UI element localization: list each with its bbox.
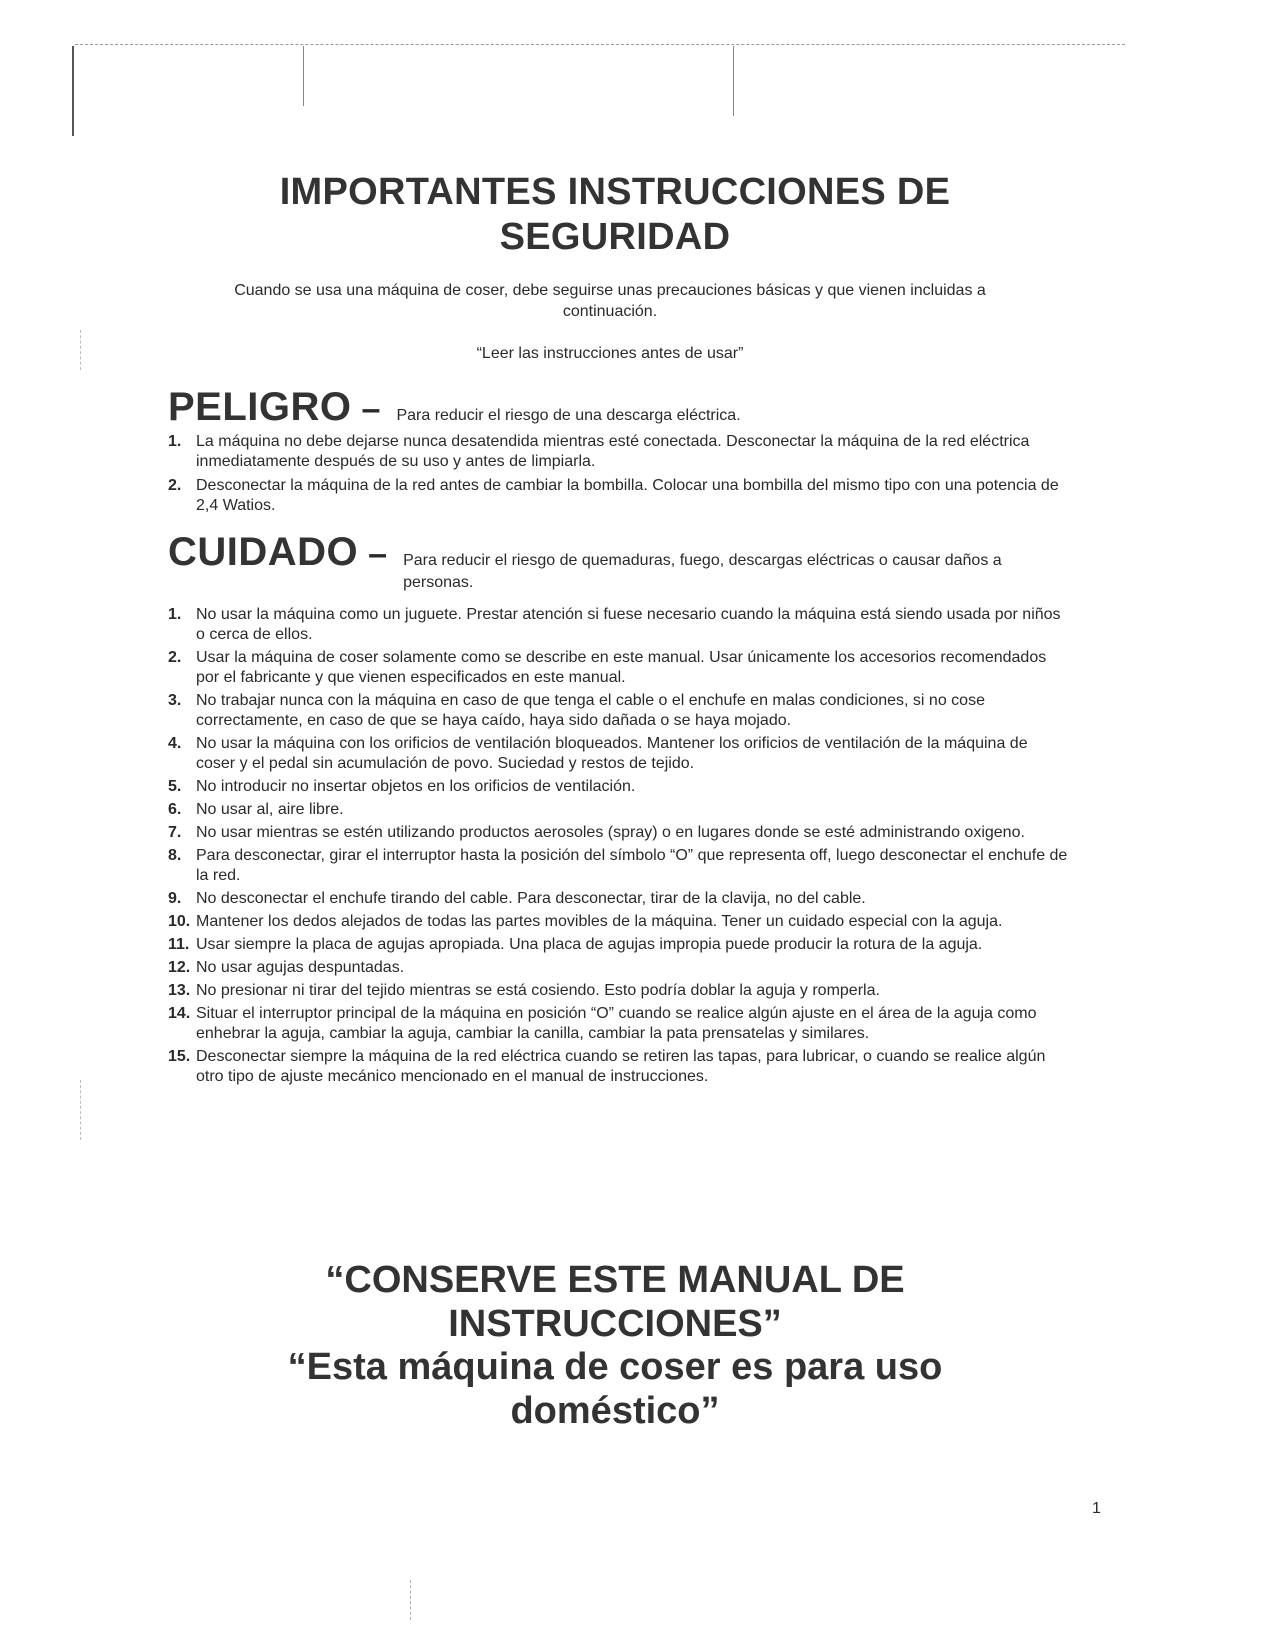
- item-number: 12.: [168, 959, 191, 976]
- list-item: [168, 889, 1068, 909]
- cuidado-dash: –: [368, 535, 388, 573]
- list-item: [168, 734, 1068, 774]
- item-number: 14.: [168, 1005, 191, 1022]
- list-item: [168, 935, 1068, 955]
- item-text: Usar siempre la placa de agujas apropiada. Una placa de agujas impropia puede producir la rotura de la aguja.: [196, 936, 983, 953]
- scan-edge-left: [72, 46, 74, 136]
- peligro-label: PELIGRO: [168, 385, 352, 429]
- item-text: Usar la máquina de coser solamente como se describe en este manual. Usar únicamente los accesorios recomendados por el fabricante y que vienen especificados en este manual.: [196, 649, 1047, 686]
- item-text: Desconectar la máquina de la red antes de cambiar la bombilla. Colocar una bombilla del mismo tipo con una potencia de 2,4 Watios.: [196, 477, 1059, 514]
- list-item: [168, 777, 1068, 797]
- item-number: 10.: [168, 913, 191, 930]
- item-text: Desconectar siempre la máquina de la red eléctrica cuando se retiren las tapas, para lubricar, o cuando se realice algún otro tipo de ajuste mecánico mencionado en el manual de instrucciones.: [196, 1048, 1046, 1085]
- cuidado-list: [168, 605, 1068, 1090]
- item-text: No usar mientras se estén utilizando productos aerosoles (spray) o en lugares donde se esté administrando oxigeno.: [196, 824, 1025, 841]
- list-item: [168, 958, 1068, 978]
- item-number: 8.: [168, 847, 182, 864]
- list-item: [168, 691, 1068, 731]
- scan-artifact: [303, 46, 304, 106]
- item-text: Para desconectar, girar el interruptor hasta la posición del símbolo “O” que representa off, luego desconectar el enchufe de la red.: [196, 847, 1068, 884]
- item-number: 9.: [168, 890, 182, 907]
- page-number: 1: [1092, 1500, 1101, 1517]
- item-text: No usar la máquina con los orificios de ventilación bloqueados. Mantener los orificios de ventilación de la máquina de coser y el pedal sin acumulación de povo. Suciedad y restos de tejido.: [196, 735, 1028, 772]
- intro-text: Cuando se usa una máquina de coser, debe seguirse unas precauciones básicas y que vienen incluidas a continuación.: [234, 282, 986, 320]
- cuidado-heading: [168, 530, 1048, 594]
- scan-artifact: [80, 330, 81, 370]
- item-number: 11.: [168, 936, 190, 953]
- list-item: [168, 823, 1068, 843]
- item-number: 15.: [168, 1048, 191, 1065]
- list-item: [168, 1004, 1068, 1044]
- item-number: 2.: [168, 649, 182, 666]
- list-item: [168, 648, 1068, 688]
- item-number: 1.: [168, 606, 182, 623]
- list-item: [168, 605, 1068, 645]
- item-text: No usar al, aire libre.: [196, 801, 344, 818]
- list-item: [168, 432, 1068, 472]
- list-item: [168, 476, 1068, 516]
- scan-artifact: [733, 46, 734, 116]
- list-item: [168, 846, 1068, 886]
- domestic-use-heading: “Esta máquina de coser es para uso doméstico”: [287, 1346, 943, 1432]
- item-number: 1.: [168, 433, 182, 450]
- item-number: 2.: [168, 477, 182, 494]
- item-text: No usar la máquina como un juguete. Prestar atención si fuese necesario cuando la máquina está siendo usada por niños o cerca de ellos.: [196, 606, 1061, 643]
- peligro-list: [168, 432, 1068, 520]
- scan-edge-top: [75, 44, 1125, 45]
- scan-artifact: [80, 1080, 81, 1140]
- item-number: 6.: [168, 801, 182, 818]
- read-instructions-note: “Leer las instrucciones antes de usar”: [476, 345, 744, 362]
- scan-artifact: [410, 1580, 411, 1620]
- cuidado-label: CUIDADO: [168, 530, 359, 574]
- item-number: 7.: [168, 824, 182, 841]
- page-title: IMPORTANTES INSTRUCCIONES DE SEGURIDAD: [279, 171, 951, 258]
- peligro-description: Para reducir el riesgo de una descarga eléctrica.: [396, 407, 741, 424]
- item-text: No introducir no insertar objetos en los orificios de ventilación.: [196, 778, 636, 795]
- item-text: No usar agujas despuntadas.: [196, 959, 405, 976]
- list-item: [168, 912, 1068, 932]
- item-number: 3.: [168, 692, 182, 709]
- item-text: Situar el interruptor principal de la máquina en posición “O” cuando se realice algún ajuste en el área de la aguja como enhebrar la aguja, cambiar la aguja, cambiar la canilla, cambiar la pata prensatelas y similares.: [196, 1005, 1037, 1042]
- item-text: Mantener los dedos alejados de todas las partes movibles de la máquina. Tener un cuidado especial con la aguja.: [196, 913, 1003, 930]
- list-item: [168, 800, 1068, 820]
- keep-manual-heading: “CONSERVE ESTE MANUAL DE INSTRUCCIONES”: [325, 1259, 905, 1345]
- item-text: La máquina no debe dejarse nunca desatendida mientras esté conectada. Desconectar la máquina de la red eléctrica inmediatamente después de su uso y antes de limpiarla.: [196, 433, 1030, 470]
- list-item: [168, 1047, 1068, 1087]
- peligro-heading: [168, 385, 741, 430]
- peligro-dash: –: [361, 390, 381, 428]
- list-item: [168, 981, 1068, 1001]
- cuidado-description: Para reducir el riesgo de quemaduras, fuego, descargas eléctricas o causar daños a personas.: [403, 552, 1002, 591]
- item-number: 5.: [168, 778, 182, 795]
- item-number: 4.: [168, 735, 182, 752]
- item-text: No presionar ni tirar del tejido mientras se está cosiendo. Esto podría doblar la aguja y romperla.: [196, 982, 880, 999]
- item-number: 13.: [168, 982, 191, 999]
- item-text: No trabajar nunca con la máquina en caso de que tenga el cable o el enchufe en malas condiciones, si no cose correctamente, en caso de que se haya caído, haya sido dañada o se haya mojado.: [196, 692, 985, 729]
- item-text: No desconectar el enchufe tirando del cable. Para desconectar, tirar de la clavija, no del cable.: [196, 890, 866, 907]
